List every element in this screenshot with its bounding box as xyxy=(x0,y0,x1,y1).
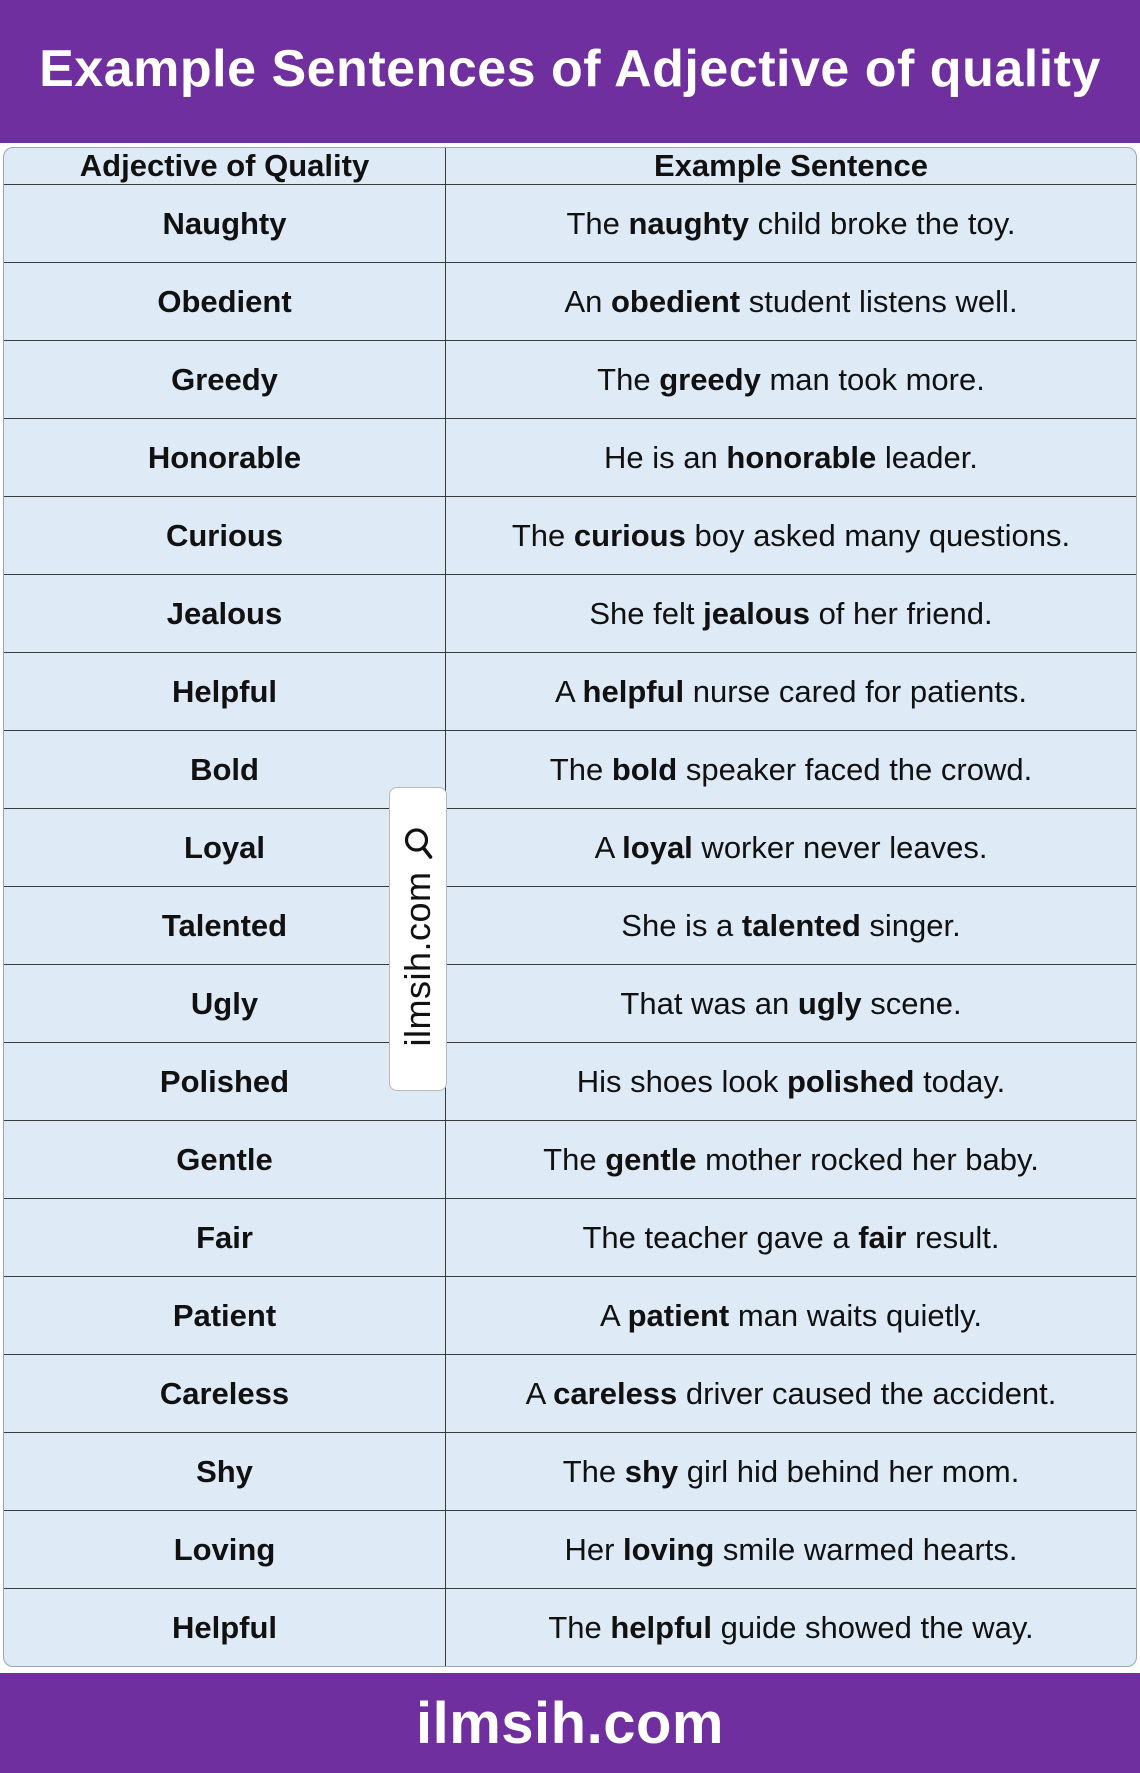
sentence-start: He is an xyxy=(604,439,727,475)
highlighted-adjective: shy xyxy=(624,1453,679,1489)
sentence-start: A xyxy=(600,1297,628,1333)
search-icon xyxy=(403,827,433,866)
sentence-start: The xyxy=(566,205,629,241)
sentence-end: result. xyxy=(906,1219,1000,1255)
highlighted-adjective: curious xyxy=(573,517,686,553)
footer-site: ilmsih.com xyxy=(416,1690,724,1756)
table-row xyxy=(4,497,1136,575)
table-row xyxy=(4,1199,1136,1277)
sentence-start: The xyxy=(548,1609,611,1645)
sentence-start: A xyxy=(594,829,623,865)
table-row xyxy=(4,1121,1136,1199)
example-sentence-cell xyxy=(446,1277,1137,1355)
adjective-cell: Polished xyxy=(4,1043,446,1121)
example-sentence-cell xyxy=(446,1043,1137,1121)
sentence-start: The xyxy=(543,1141,606,1177)
sentence-end: smile warmed hearts. xyxy=(714,1531,1018,1567)
adjective-cell: Careless xyxy=(4,1355,446,1433)
sentence-end: scene. xyxy=(861,985,962,1021)
table-row xyxy=(4,731,1136,809)
example-sentence-cell xyxy=(446,1511,1137,1589)
column-header-adjective: Adjective of Quality xyxy=(4,148,446,185)
watermark-text: ilmsih.com xyxy=(397,871,438,1047)
example-sentence-cell xyxy=(446,731,1137,809)
example-sentence-cell xyxy=(446,965,1137,1043)
sentence-start: The xyxy=(597,361,660,397)
example-sentence-cell xyxy=(446,1355,1137,1433)
adjective-cell: Honorable xyxy=(4,419,446,497)
table-row xyxy=(4,887,1136,965)
table-header-row xyxy=(4,148,1136,185)
table-row xyxy=(4,1043,1136,1121)
adjective-cell: Curious xyxy=(4,497,446,575)
example-sentence-cell xyxy=(446,185,1137,263)
adjective-cell: Helpful xyxy=(4,1589,446,1666)
sentence-end: man took more. xyxy=(760,361,985,397)
highlighted-adjective: helpful xyxy=(582,673,685,709)
example-sentence-cell xyxy=(446,1589,1137,1666)
highlighted-adjective: greedy xyxy=(659,361,761,397)
example-sentence-cell xyxy=(446,1433,1137,1511)
header-banner xyxy=(0,0,1140,143)
adjective-cell: Helpful xyxy=(4,653,446,731)
table-row xyxy=(4,653,1136,731)
page-title: Example Sentences of Adjective of quality xyxy=(39,39,1101,98)
example-sentence-cell xyxy=(446,263,1137,341)
table-row xyxy=(4,185,1136,263)
table-row xyxy=(4,419,1136,497)
adjective-cell: Gentle xyxy=(4,1121,446,1199)
adjective-cell: Shy xyxy=(4,1433,446,1511)
highlighted-adjective: careless xyxy=(553,1375,678,1411)
example-sentence-cell xyxy=(446,497,1137,575)
adjective-cell: Talented xyxy=(4,887,446,965)
sentence-start: An xyxy=(564,283,611,319)
highlighted-adjective: loving xyxy=(623,1531,715,1567)
example-sentence-cell xyxy=(446,1199,1137,1277)
adjective-cell: Ugly xyxy=(4,965,446,1043)
adjective-cell: Loving xyxy=(4,1511,446,1589)
watermark-badge xyxy=(389,787,447,1091)
adjective-table xyxy=(3,147,1137,1667)
adjective-cell: Patient xyxy=(4,1277,446,1355)
highlighted-adjective: ugly xyxy=(797,985,862,1021)
table-row xyxy=(4,575,1136,653)
sentence-start: She felt xyxy=(589,595,704,631)
sentence-start: The xyxy=(511,517,574,553)
table-row xyxy=(4,1433,1136,1511)
table-row xyxy=(4,1355,1136,1433)
column-header-sentence: Example Sentence xyxy=(446,148,1137,185)
highlighted-adjective: fair xyxy=(858,1219,907,1255)
sentence-start: His shoes look xyxy=(576,1063,787,1099)
adjective-cell: Naughty xyxy=(4,185,446,263)
sentence-end: mother rocked her baby. xyxy=(696,1141,1039,1177)
highlighted-adjective: polished xyxy=(787,1063,915,1099)
highlighted-adjective: honorable xyxy=(726,439,877,475)
sentence-end: man waits quietly. xyxy=(729,1297,982,1333)
sentence-end: speaker faced the crowd. xyxy=(677,751,1033,787)
adjective-cell: Obedient xyxy=(4,263,446,341)
sentence-end: nurse cared for patients. xyxy=(684,673,1028,709)
highlighted-adjective: helpful xyxy=(610,1609,712,1645)
adjective-cell: Greedy xyxy=(4,341,446,419)
sentence-end: child broke the toy. xyxy=(749,205,1016,241)
highlighted-adjective: obedient xyxy=(610,283,741,319)
sentence-end: leader. xyxy=(876,439,978,475)
sentence-end: of her friend. xyxy=(809,595,993,631)
adjective-cell: Jealous xyxy=(4,575,446,653)
highlighted-adjective: patient xyxy=(627,1297,730,1333)
sentence-start: That was an xyxy=(620,985,798,1021)
sentence-end: girl hid behind her mom. xyxy=(678,1453,1020,1489)
footer-banner xyxy=(0,1673,1140,1773)
sentence-end: driver caused the accident. xyxy=(677,1375,1057,1411)
sentence-end: today. xyxy=(914,1063,1006,1099)
adjective-cell: Bold xyxy=(4,731,446,809)
sentence-start: A xyxy=(554,673,583,709)
table-row xyxy=(4,263,1136,341)
example-sentence-cell xyxy=(446,809,1137,887)
example-sentence-cell xyxy=(446,341,1137,419)
sentence-start: The teacher gave a xyxy=(582,1219,859,1255)
example-sentence-cell xyxy=(446,653,1137,731)
sentence-start: The xyxy=(562,1453,625,1489)
adjective-cell: Fair xyxy=(4,1199,446,1277)
sentence-start: A xyxy=(525,1375,554,1411)
table-row xyxy=(4,1589,1136,1666)
example-sentence-cell xyxy=(446,1121,1137,1199)
adjective-cell: Loyal xyxy=(4,809,446,887)
table-row xyxy=(4,1511,1136,1589)
highlighted-adjective: gentle xyxy=(605,1141,697,1177)
sentence-start: She is a xyxy=(621,907,742,943)
sentence-start: Her xyxy=(564,1531,624,1567)
sentence-start: The xyxy=(549,751,612,787)
example-sentence-cell xyxy=(446,575,1137,653)
highlighted-adjective: naughty xyxy=(628,205,750,241)
sentence-end: singer. xyxy=(860,907,961,943)
example-sentence-cell xyxy=(446,419,1137,497)
sentence-end: boy asked many questions. xyxy=(685,517,1071,553)
table-row xyxy=(4,341,1136,419)
highlighted-adjective: jealous xyxy=(703,595,810,631)
table-row xyxy=(4,809,1136,887)
sentence-end: guide showed the way. xyxy=(711,1609,1034,1645)
highlighted-adjective: loyal xyxy=(622,829,693,865)
sentence-end: worker never leaves. xyxy=(692,829,988,865)
example-sentence-cell xyxy=(446,887,1137,965)
highlighted-adjective: talented xyxy=(741,907,861,943)
sentence-end: student listens well. xyxy=(740,283,1018,319)
highlighted-adjective: bold xyxy=(611,751,678,787)
table-row xyxy=(4,965,1136,1043)
table-row xyxy=(4,1277,1136,1355)
